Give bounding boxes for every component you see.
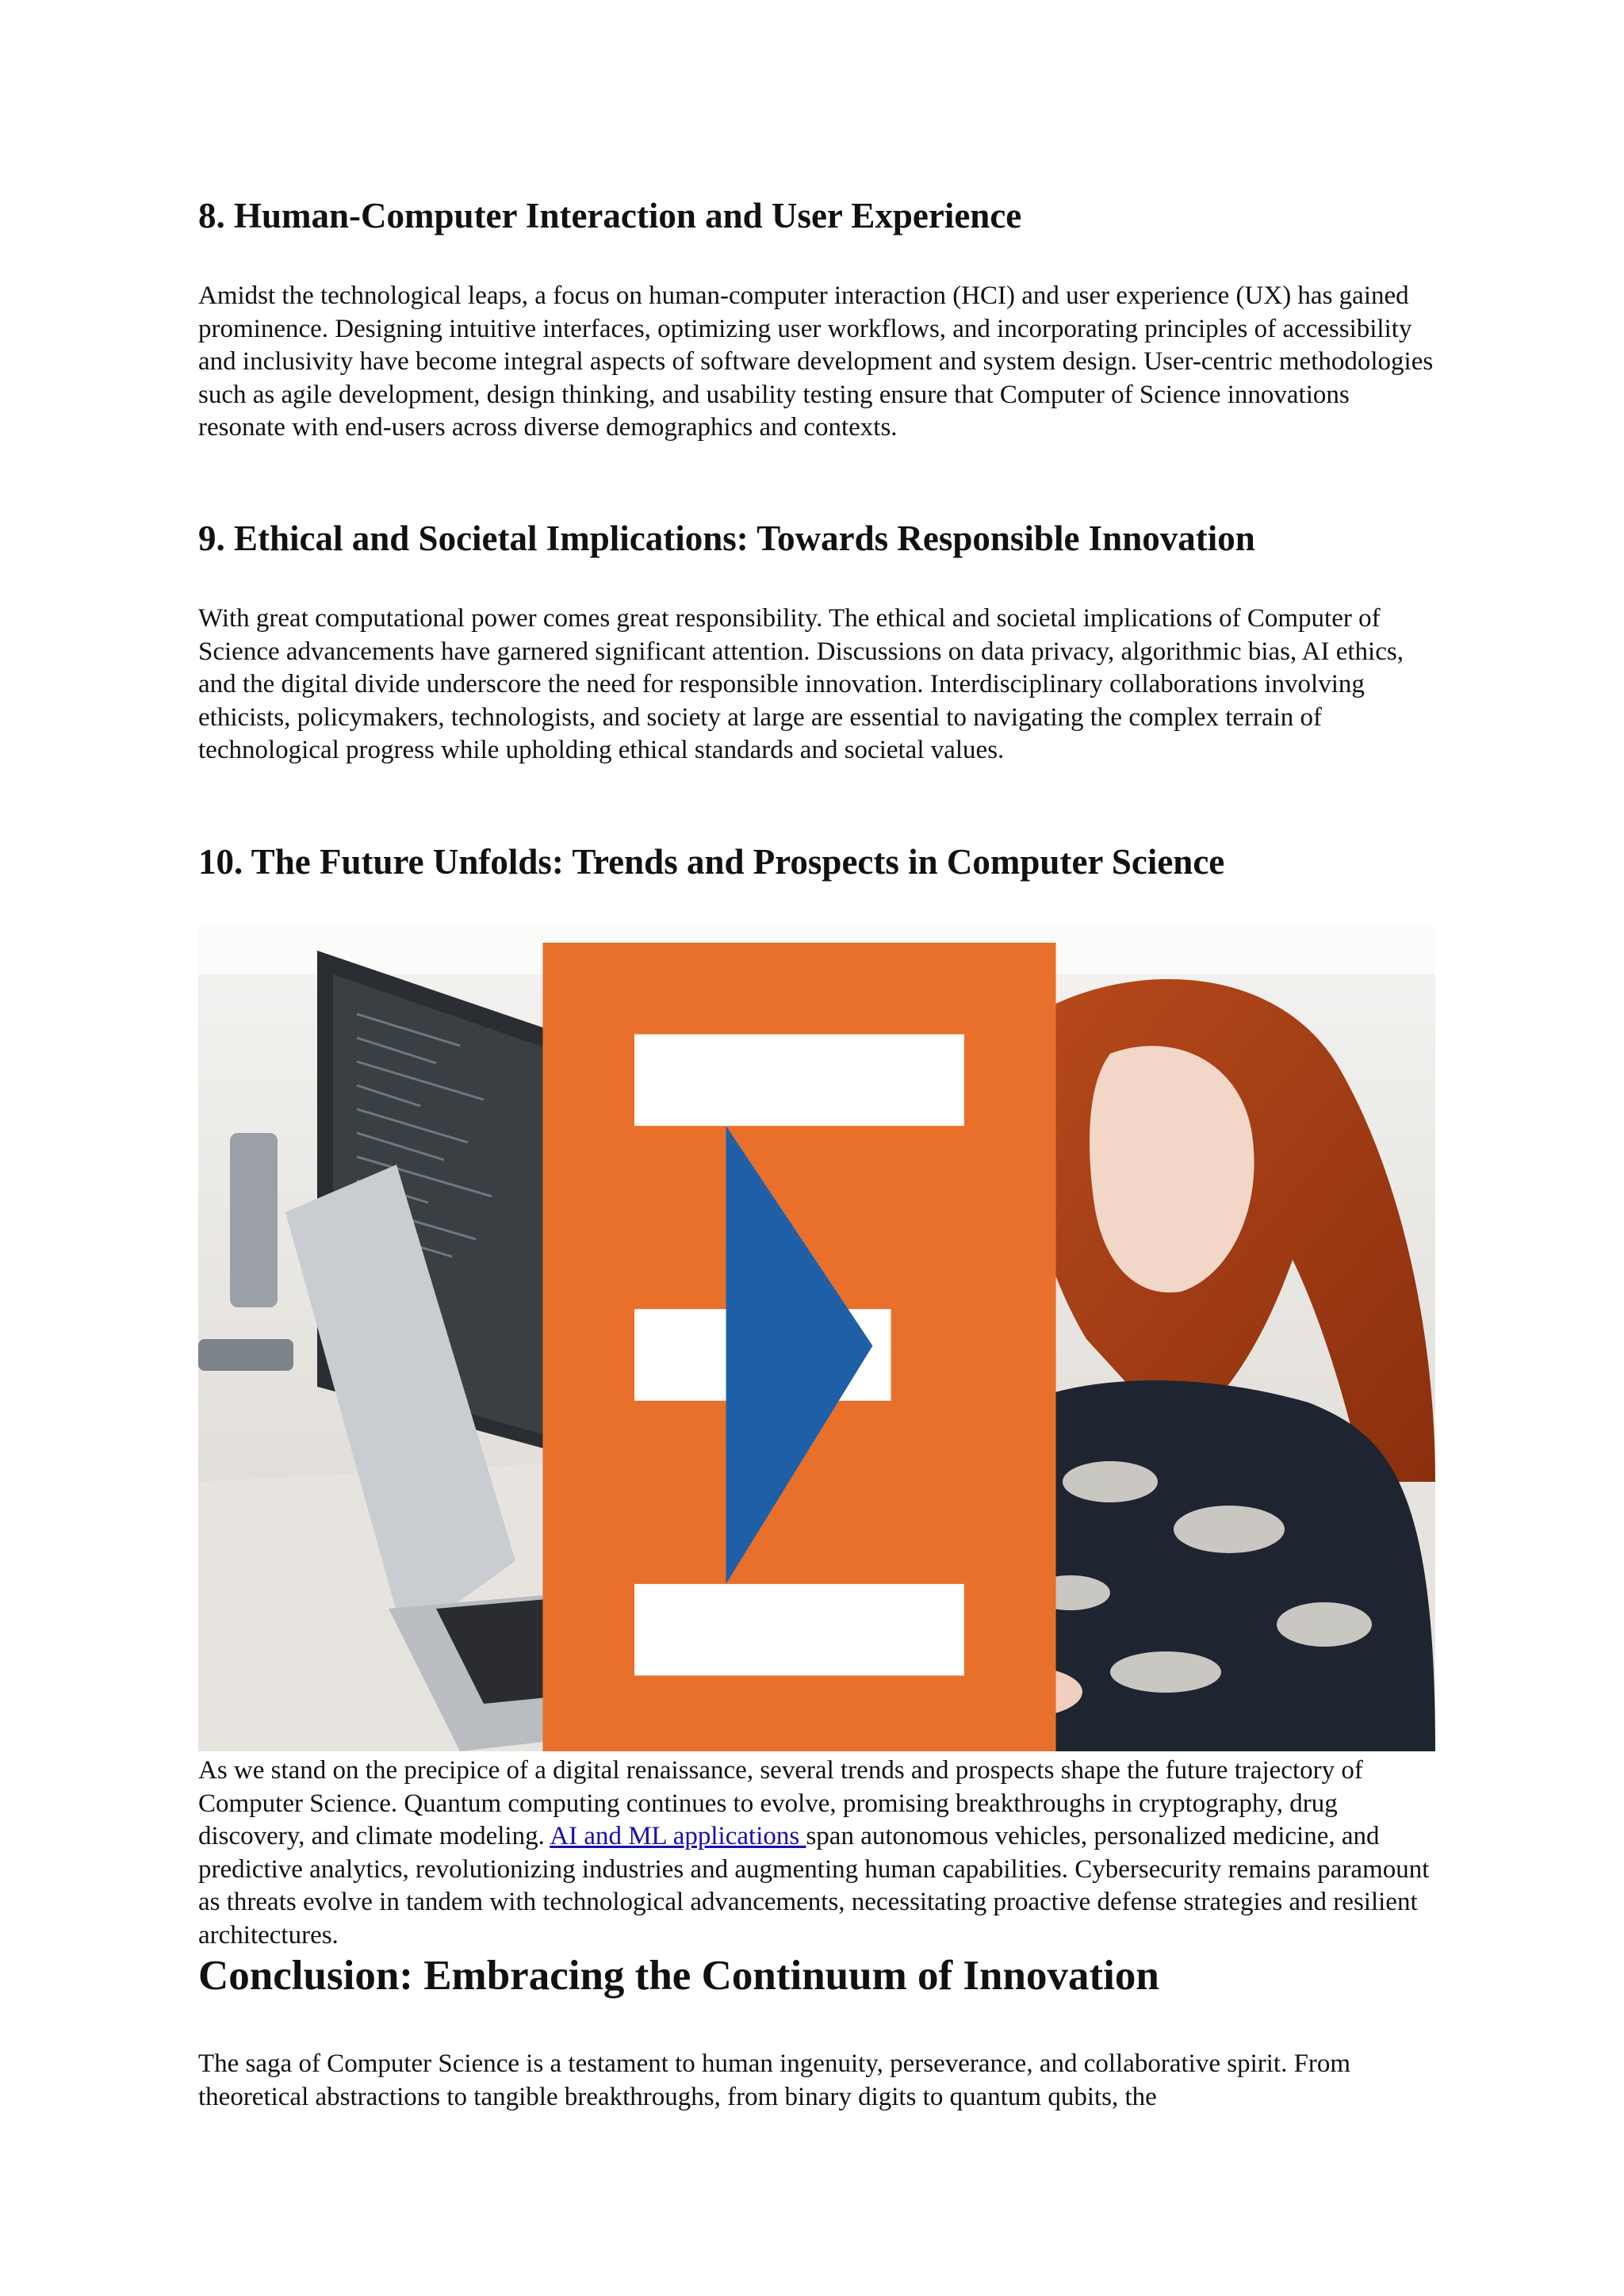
paragraph-hci: Amidst the technological leaps, a focus on human-computer interaction (HCI) and user experience (UX) has gained prominence. Designing intuitive interfaces, optimizing user workflows, and incorporating principles of accessibility and inclusivity have become integral aspects of software development and system design. User-centric methodologies such as agile development, design thinking, and usability testing ensure that Computer of Science innovations resonate with end-users across diverse demographics and contexts. bbox=[198, 281, 1434, 442]
paragraph-future-text-2: span autonomous vehicles, personalized medicine, and predictive analytics, revolutionizing industries and augmenting human capabilities. Cybersecurity remains paramount as threats evolve in tandem with technological advancements, necessitating proactive defense strategies and resilient architectures. bbox=[198, 1822, 1430, 1950]
heading-ethics: 9. Ethical and Societal Implications: Towards Responsible Innovation bbox=[198, 519, 1255, 558]
ai-ml-applications-link[interactable]: AI and ML applications bbox=[550, 1822, 806, 1851]
heading-future: 10. The Future Unfolds: Trends and Prospects in Computer Science bbox=[198, 842, 1225, 882]
paragraph-future bbox=[198, 1755, 1435, 1953]
paragraph-ethics: With great computational power comes great responsibility. The ethical and societal implications of Computer of Science advancements have garnered significant attention. Discussions on data privacy, algorithmic bias, AI ethics, and the digital divide underscore the need for responsible innovation. Interdisciplinary collaborations involving ethicists, policymakers, technologists, and society at large are essential to navigating the complex terrain of technological progress while upholding ethical standards and societal values. bbox=[198, 604, 1404, 765]
paragraph-conclusion: The saga of Computer Science is a testament to human ingenuity, perseverance, and collaborative spirit. From theoretical abstractions to tangible breakthroughs, from binary digits to quantum qubits, the bbox=[198, 2049, 1351, 2111]
heading-hci: 8. Human-Computer Interaction and User Experience bbox=[198, 196, 1022, 235]
heading-conclusion: Conclusion: Embracing the Continuum of Innovation bbox=[198, 1953, 1159, 1999]
brand-logo-icon bbox=[198, 943, 1418, 1751]
article-photo bbox=[198, 927, 1435, 1751]
paragraph-future-text-1: As we stand on the precipice of a digital renaissance, several trends and prospects shape the future trajectory of Computer Science. Quantum computing continues to evolve, promising breakthroughs in cryptography, drug discovery, and climate modeling. bbox=[198, 1756, 1363, 1851]
